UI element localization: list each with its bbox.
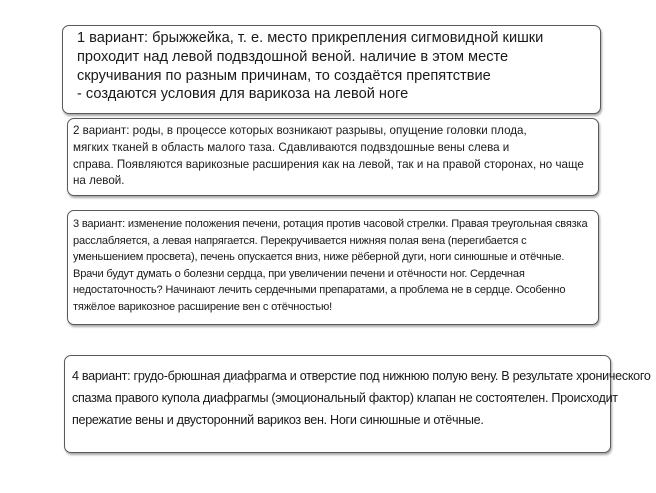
variant-3-line: Врачи будут думать о болезни сердца, при увеличении печени и отёчности ног. Сердечная bbox=[73, 267, 525, 280]
variant-1-textbox bbox=[62, 25, 601, 114]
variant-1-line: проходит над левой подвздошной веной. наличие в этом месте bbox=[77, 48, 509, 65]
variant-2-line: 2 вариант: роды, в процессе которых возникают разрывы, опущение головки плода, bbox=[73, 124, 527, 137]
variant-4-line: пережатие вены и двусторонний варикоз вен. Ноги синюшные и отёчные. bbox=[72, 413, 484, 427]
variant-3-line: недостаточность? Начинают лечить сердечными препаратами, а проблема не в сердце. Особенно bbox=[73, 284, 566, 297]
variant-4-line: спазма правого купола диафрагмы (эмоциональный фактор) клапан не состоятелен. Происходит bbox=[72, 391, 618, 405]
variant-3-line: уменьшением просвета), печень опускается вниз, ниже рёберной дуги, ноги синюшные и отёчные. bbox=[73, 251, 565, 264]
variant-4-textbox bbox=[64, 355, 651, 453]
variant-1-line: скручивания по разным причинам, то создаётся препятствие bbox=[77, 67, 491, 84]
variant-2-line: мягких тканей в область малого таза. Сдавливаются подвздошные вены слева и bbox=[73, 140, 510, 154]
variant-2-line: справа. Появляются варикозные расширения как на левой, так и на правой сторонах, но чаще bbox=[73, 157, 584, 171]
variant-3-line: расслабляется, а левая напрягается. Перекручивается нижняя полая вена (перегибается с bbox=[73, 234, 527, 247]
variant-1-line: 1 вариант: брыжжейка, т. е. место прикрепления сигмовидной кишки bbox=[77, 30, 544, 46]
variant-3-line: 3 вариант: изменение положения печени, ротация против часовой стрелки. Правая треугольная связка bbox=[73, 218, 588, 230]
variant-4-line: 4 вариант: грудо-брюшная диафрагма и отверстие под нижнюю полую вену. В результате хронического bbox=[72, 369, 651, 383]
variant-1-line: - создаются условия для варикоза на левой ноге bbox=[77, 86, 409, 103]
variant-3-textbox bbox=[67, 210, 599, 325]
variant-2-line: на левой. bbox=[73, 174, 125, 188]
variant-2-textbox bbox=[67, 118, 599, 196]
variant-3-line: тяжёлое варикозное расширение вен с отёчностью! bbox=[73, 300, 333, 313]
